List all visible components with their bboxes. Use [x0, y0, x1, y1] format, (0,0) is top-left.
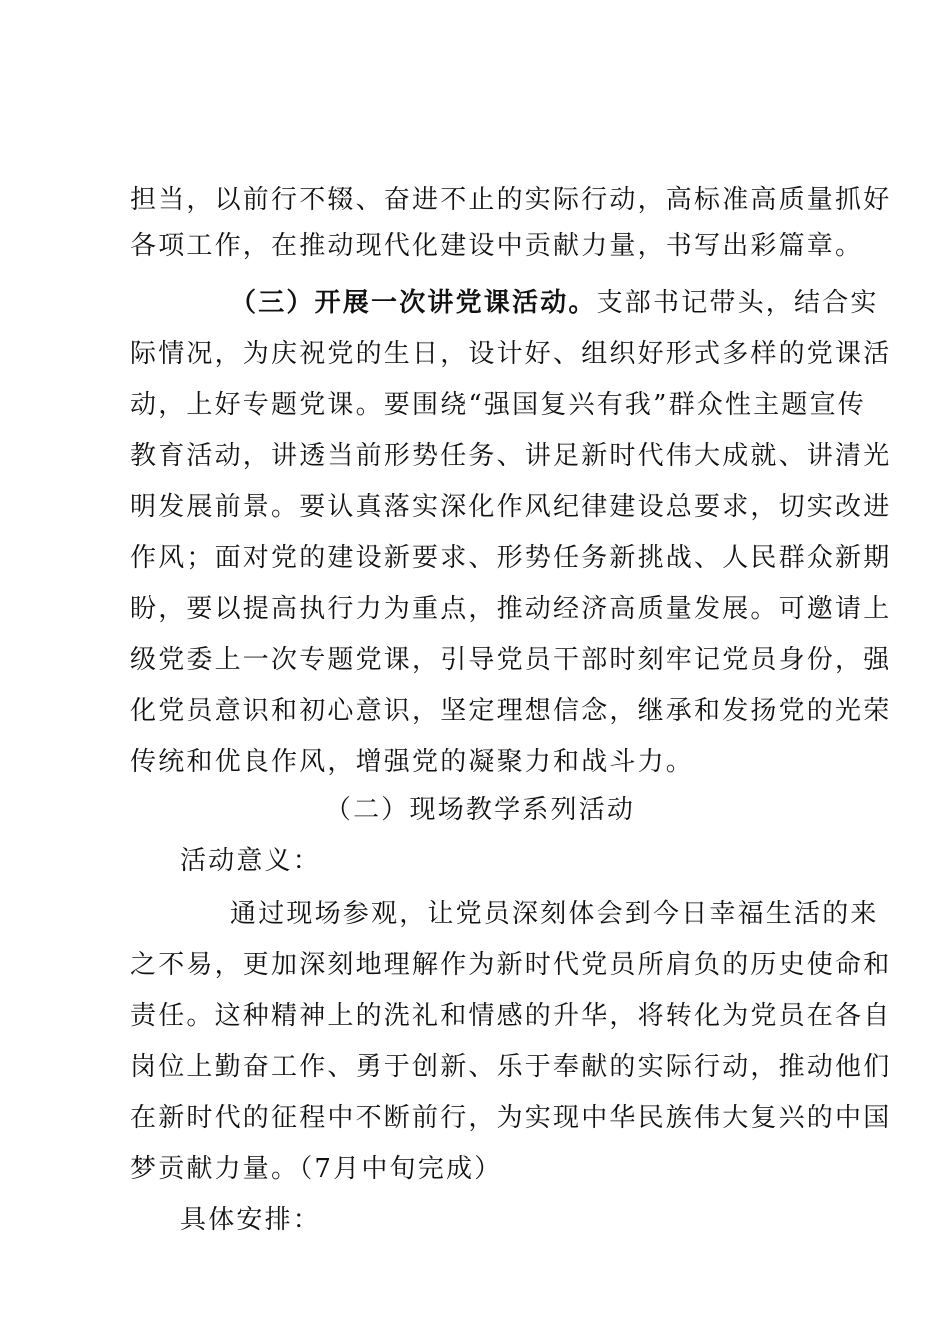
body-text-line: 责任。这种精神上的洗礼和情感的升华，将转化为党员在各自 [130, 1001, 892, 1031]
body-text-line: 作风；面对党的建设新要求、形势任务新挑战、人民群众新期 [130, 543, 892, 573]
body-text-line: 各项工作，在推动现代化建设中贡献力量，书写出彩篇章。 [130, 231, 864, 261]
body-text-line: 明发展前景。要认真落实深化作风纪律建设总要求，切实改进 [130, 492, 892, 522]
body-text-line: 际情况，为庆祝党的生日，设计好、组织好形式多样的党课活 [130, 339, 892, 369]
label-arrangement: 具体安排： [180, 1205, 322, 1235]
body-text-line: 动，上好专题党课。要围绕“强国复兴有我”群众性主题宣传 [130, 390, 866, 420]
label-significance: 活动意义： [180, 846, 322, 876]
body-text-line: 担当，以前行不辍、奋进不止的实际行动，高标准高质量抓好 [130, 185, 892, 215]
section-heading: （二）现场教学系列活动 [324, 795, 636, 825]
body-text-line: 盼，要以提高执行力为重点，推动经济高质量发展。可邀请上 [130, 594, 892, 624]
body-text-line: 化党员意识和初心意识，坚定理想信念，继承和发扬党的光荣 [130, 696, 892, 726]
body-text-line: 在新时代的征程中不断前行，为实现中华民族伟大复兴的中国 [130, 1103, 892, 1133]
subsection-paragraph-start [230, 283, 879, 323]
body-text-line: 通过现场参观，让党员深刻体会到今日幸福生活的来 [230, 899, 879, 929]
body-text-line: 梦贡献力量。（7月中旬完成） [130, 1154, 503, 1184]
body-text: 支部书记带头，结合实 [596, 288, 879, 318]
body-text-line: 之不易，更加深刻地理解作为新时代党员所肩负的历史使命和 [130, 950, 892, 980]
body-text-line: 传统和优良作风，增强党的凝聚力和战斗力。 [130, 747, 695, 777]
body-text-line: 教育活动，讲透当前形势任务、讲足新时代伟大成就、讲清光 [130, 441, 892, 471]
body-text-line: 岗位上勤奋工作、勇于创新、乐于奉献的实际行动，推动他们 [130, 1052, 892, 1082]
body-text-line: 级党委上一次专题党课，引导党员干部时刻牢记党员身份，强 [130, 645, 892, 675]
subsection-title: （三）开展一次讲党课活动。 [230, 288, 597, 318]
